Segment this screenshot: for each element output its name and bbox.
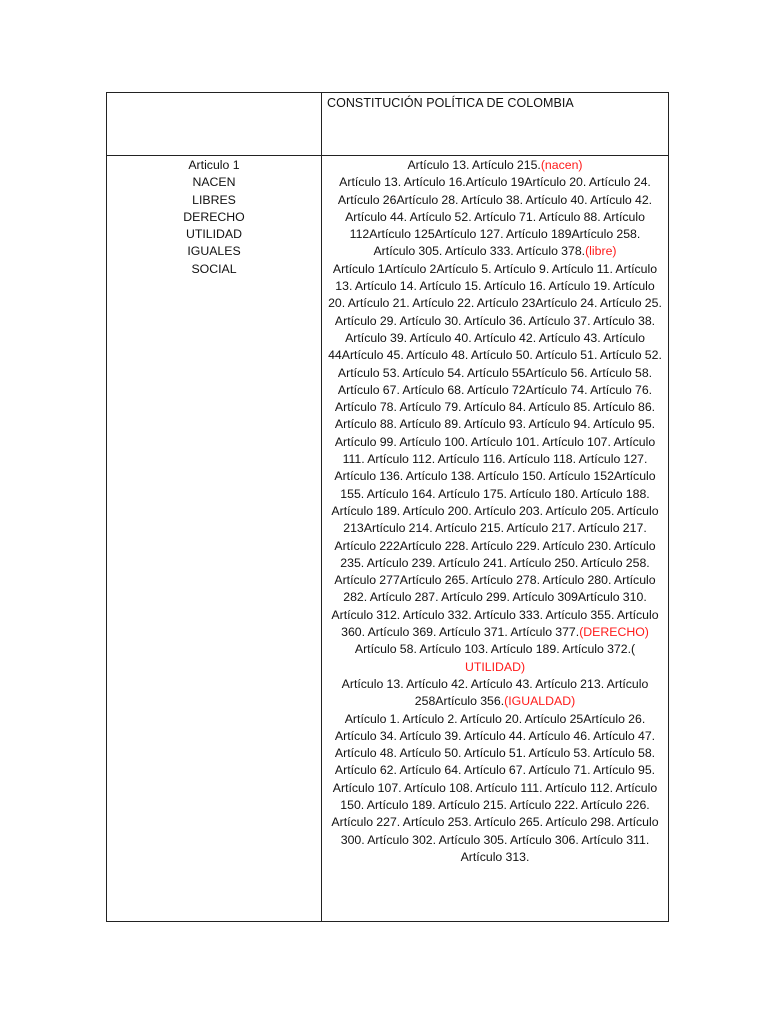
article-group-nacen bbox=[328, 157, 662, 174]
article-list: Artículo 1Artículo 2Artículo 5. Artículo 9. Artículo 11. Artículo 13. Artículo 14. Artículo 15. Artículo 16. Artículo 19. Artículo 20. Artículo 21. Artículo 22. Artículo 23Artículo 24. Artículo 25. Artículo 29. Artículo 30. Artículo 36. Artículo 37. Artículo 38. Artículo 39. Artículo 40. Artículo 42. Artículo 43. Artículo 44Artículo 45. Artículo 48. Artículo 50. Artículo 51. Artículo 52. Artículo 53. Artículo 54. Artículo 55Artículo 56. Artículo 58. Artículo 67. Artículo 68. Artículo 72Artículo 74. Artículo 76. Artículo 78. Artículo 79. Artículo 84. Artículo 85. Artículo 86. Artículo 88. Artículo 89. Artículo 93. Artículo 94. Artículo 95. Artículo 99. Artículo 100. Artículo 101. Artículo 107. Artículo 111. Artículo 112. Artículo 116. Artículo 118. Artículo 127. Artículo 136. Artículo 138. Artículo 150. Artículo 152Artículo 155. Artículo 164. Artículo 175. Artículo 180. Artículo 188. Artículo 189. Artículo 200. Artículo 203. Artículo 205. Artículo 213Artículo 214. Artículo 215. Artículo 217. Artículo 217. Artículo 222Artículo 228. Artículo 229. Artículo 230. Artículo 235. Artículo 239. Artículo 241. Artículo 250. Artículo 258. Artículo 277Artículo 265. Artículo 278. Artículo 280. Artículo 282. Artículo 287. Artículo 299. Artículo 309Artículo 310. Artículo 312. Artículo 332. Artículo 333. Artículo 355. Artículo 360. Artículo 369. Artículo 371. Artículo 377. bbox=[328, 261, 662, 640]
article-list: Artículo 13. Artículo 16.Artículo 19Artículo 20. Artículo 24. Artículo 26Artículo 28. Artículo 38. Artículo 40. Artículo 42. Artículo 44. Artículo 52. Artículo 71. Artículo 88. Artículo 112Artículo 125Artículo 127. Artículo 189Artículo 258. Artículo 305. Artículo 333. Artículo 378. bbox=[337, 175, 653, 259]
header-left-cell bbox=[107, 93, 322, 156]
term-item: DERECHO bbox=[183, 209, 245, 224]
term-item: Articulo 1 bbox=[188, 158, 240, 172]
article-group-igualdad bbox=[328, 676, 662, 711]
term-item: SOCIAL bbox=[191, 261, 237, 276]
constitution-table bbox=[106, 92, 669, 922]
table-body-row bbox=[107, 156, 669, 922]
article-group-social bbox=[328, 711, 662, 867]
article-list: Artículo 13. Artículo 42. Artículo 43. Artículo 213. Artículo 258Artículo 356. bbox=[341, 676, 649, 709]
article-list: Artículo 13. Artículo 215. bbox=[407, 158, 541, 172]
terms-cell bbox=[107, 156, 322, 922]
article-group-utilidad bbox=[328, 641, 662, 676]
article-list: Artículo 58. Artículo 103. Artículo 189. Artículo 372.( bbox=[354, 642, 636, 657]
article-group-libre bbox=[328, 174, 662, 260]
article-list: Artículo 1. Artículo 2. Artículo 20. Artículo 25Artículo 26. Artículo 34. Artículo 39. Artículo 44. Artículo 46. Artículo 47. Artículo 48. Artículo 50. Artículo 51. Artículo 53. Artículo 58. Artículo 62. Artículo 64. Artículo 67. Artículo 71. Artículo 95. Artículo 107. Artículo 108. Artículo 111. Artículo 112. Artículo 150. Artículo 189. Artículo 215. Artículo 222. Artículo 226. Artículo 227. Artículo 253. Artículo 265. Artículo 298. Artículo 300. Artículo 302. Artículo 305. Artículo 306. Artículo 311. Artículo 313. bbox=[331, 711, 659, 864]
articles-cell bbox=[322, 156, 669, 922]
term-item: UTILIDAD bbox=[185, 227, 243, 242]
group-tag: (IGUALDAD) bbox=[504, 694, 576, 709]
term-item: LIBRES bbox=[192, 192, 236, 207]
header-title-cell bbox=[322, 93, 669, 156]
group-tag: (libre) bbox=[585, 244, 617, 259]
table-header-row bbox=[107, 93, 669, 156]
term-item: IGUALES bbox=[187, 244, 241, 259]
group-tag: (nacen) bbox=[540, 158, 583, 172]
group-tag: (DERECHO) bbox=[579, 625, 649, 640]
group-tag: UTILIDAD) bbox=[464, 659, 526, 674]
term-item: NACEN bbox=[192, 175, 236, 190]
table-title: CONSTITUCIÓN POLÍTICA DE COLOMBIA bbox=[327, 96, 574, 110]
article-group-derecho bbox=[328, 261, 662, 642]
